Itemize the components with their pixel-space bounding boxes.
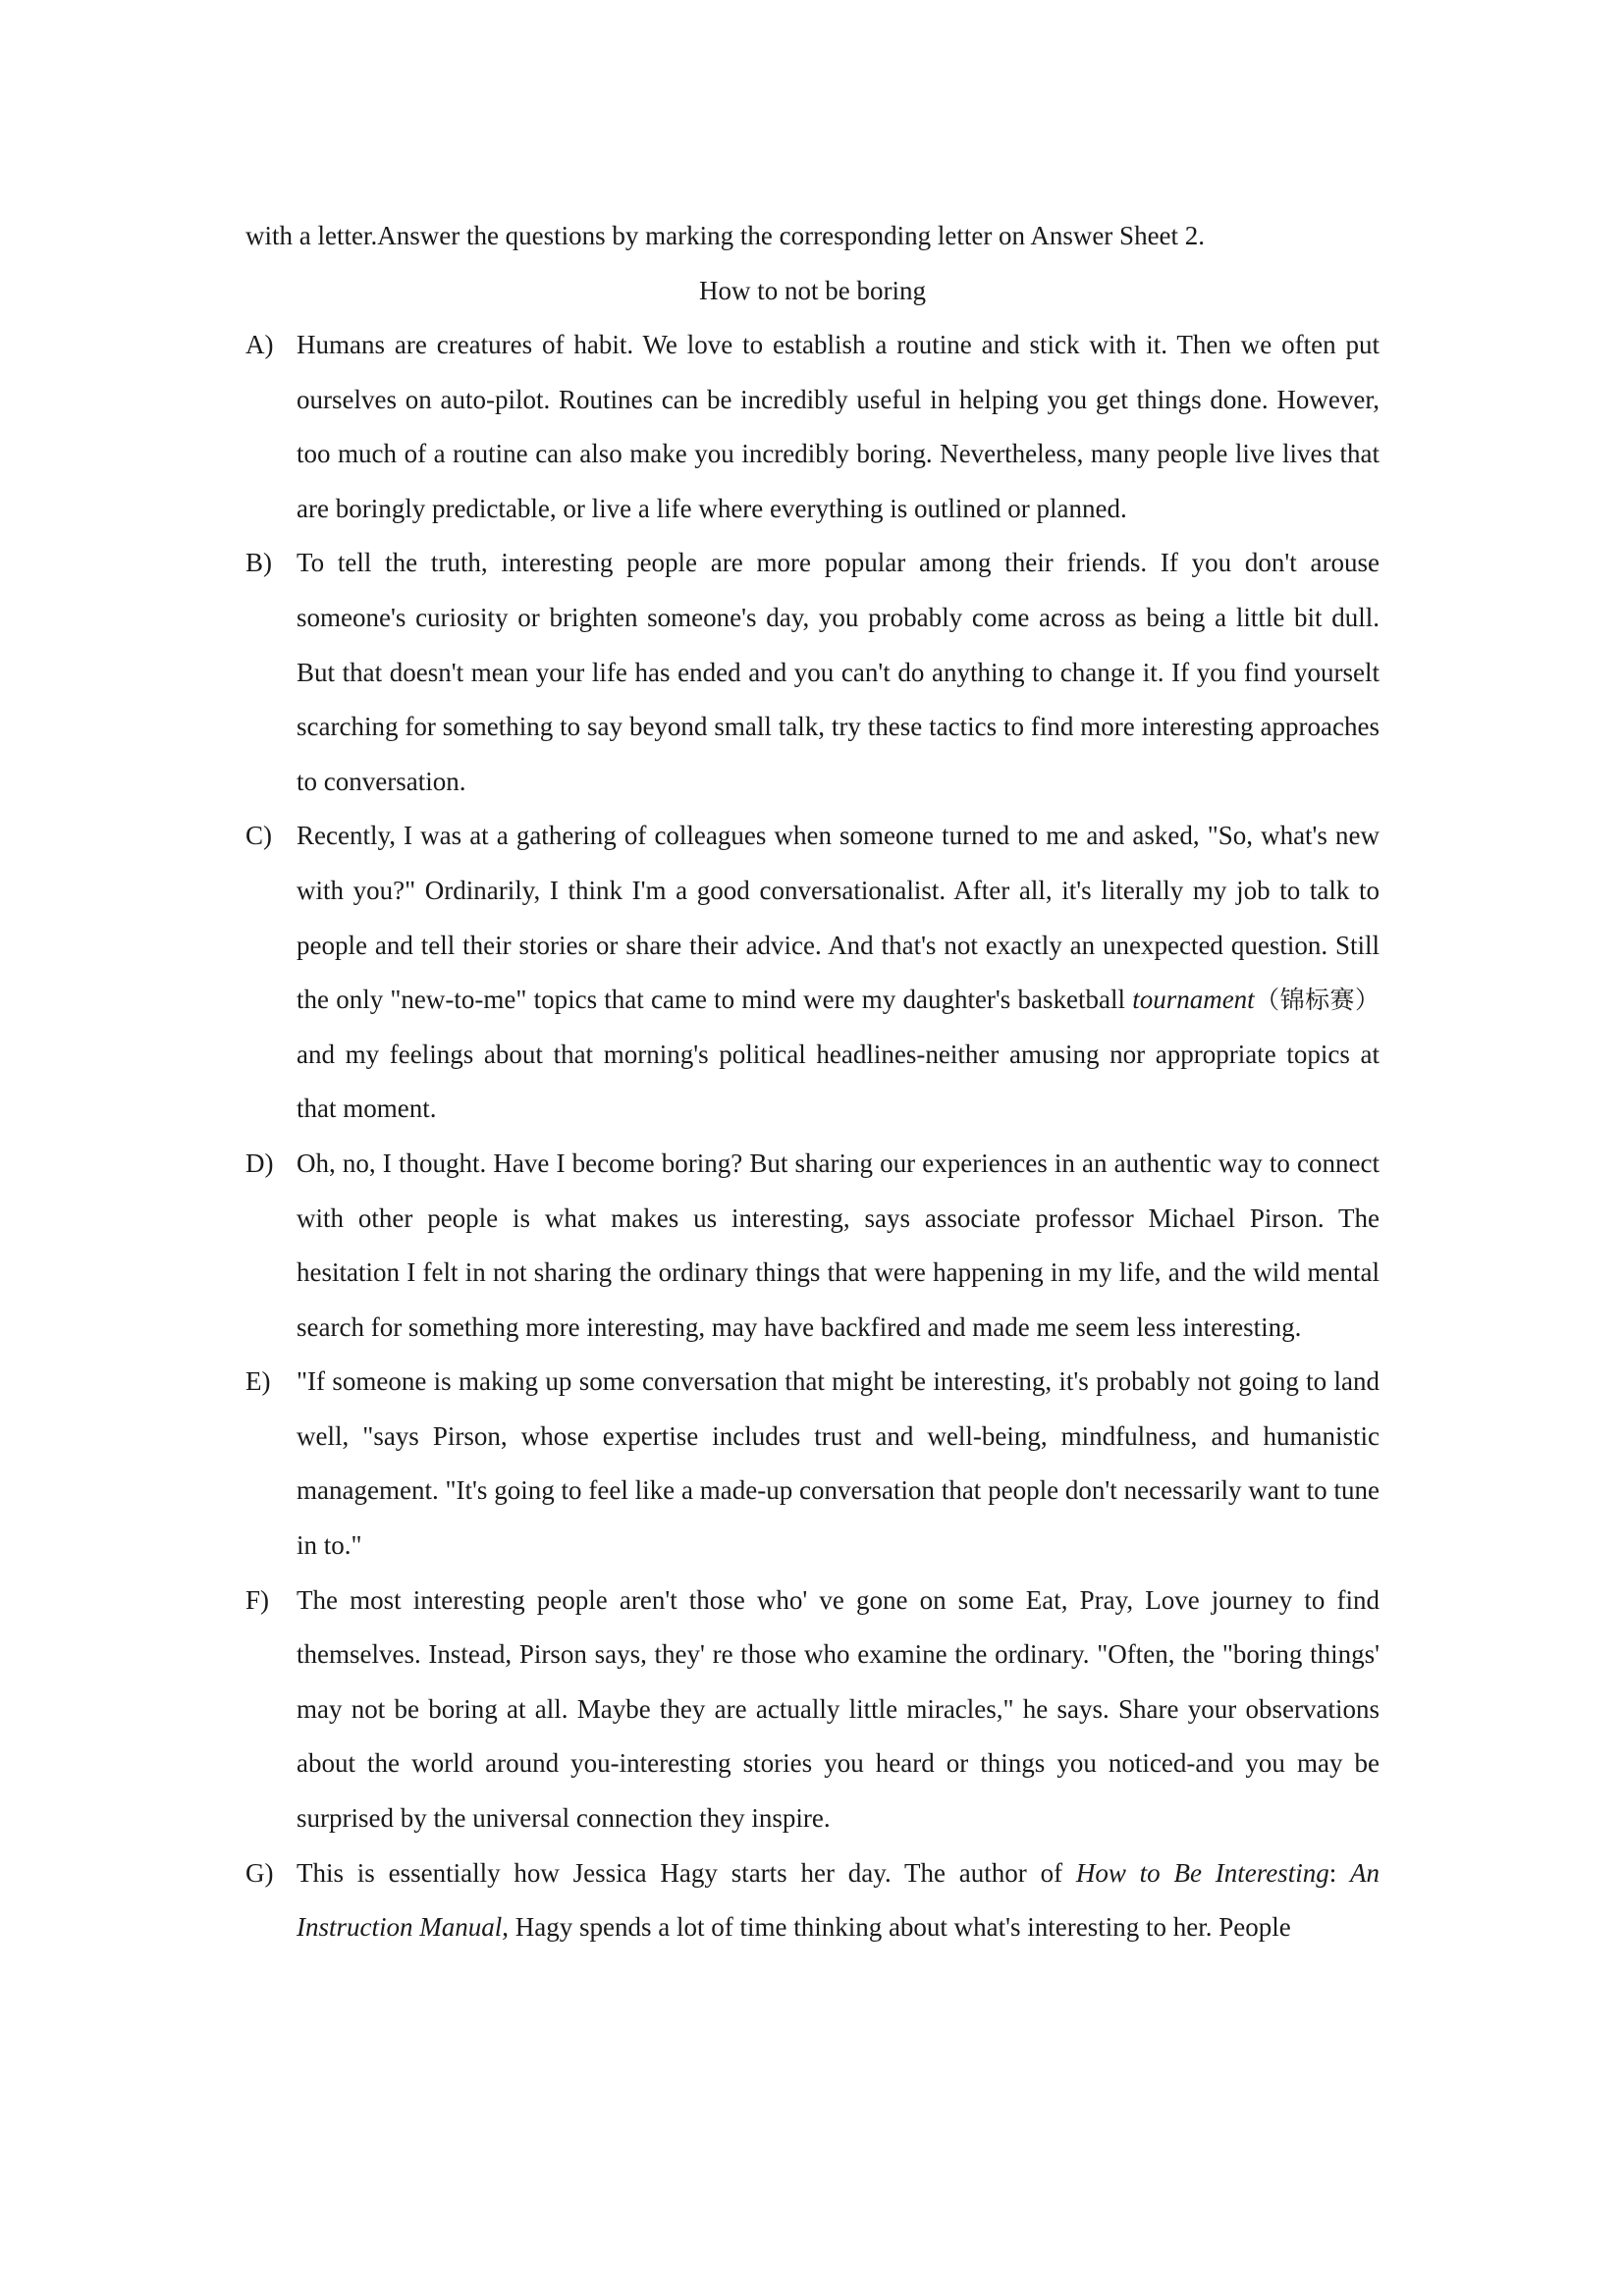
paragraph-letter: E) [245,1366,271,1397]
paragraph-letter: G) [245,1857,274,1888]
paragraph-letter: C) [245,821,272,851]
paragraph-e [245,1355,1380,1573]
passage-title: How to not be boring [699,276,926,305]
paragraph-text-part: This is essentially how Jessica Hagy starts her day. The author of [297,1857,1076,1888]
paragraph-a [245,318,1380,536]
paragraph-g [245,1846,1380,1955]
chinese-gloss: （锦标赛） [1254,986,1380,1015]
paragraph-letter: B) [245,548,272,578]
book-subtitle-italic: An Instruction Manual [297,1857,1380,1943]
italic-term: tournament [1132,985,1255,1015]
paragraph-text-part: Recently, I was at a gathering of colleagues when someone turned to me and asked, "So, what's new with you?" Ordinarily, I think I'm a good conversationalist. After all, it's literally my job to talk to people and tell their stories or share their advice. And that's not exactly an unexpected question. Still the only "new-to-me" topics that came to mind were my daughter's basketball [297,821,1380,1015]
paragraph-b [245,536,1380,809]
paragraph-letter: D) [245,1148,274,1178]
instructions-text: with a letter.Answer the questions by marking the corresponding letter on Answer Sheet 2. [245,221,1206,250]
paragraph-f [245,1574,1380,1846]
paragraph-text-part: and my feelings about that morning's political headlines-neither amusing nor appropriate topics at that moment. [297,1039,1380,1124]
document-page [245,208,1380,1955]
paragraph-text: Oh, no, I thought. Have I become boring? But sharing our experiences in an authentic way to connect with other people is what makes us interesting, says associate professor Michael Pirson. The hesitation I felt in not sharing the ordinary things that were happening in my life, and the wild mental search for something more interesting, may have backfired and made me seem less interesting. [297,1148,1380,1342]
paragraph-c [245,809,1380,1137]
paragraph-text [297,809,1380,1137]
paragraph-text: Humans are creatures of habit. We love to establish a routine and stick with it. Then we often put ourselves on auto-pilot. Routines can be incredibly useful in helping you get things done. However, too much of a routine can also make you incredibly boring. Nevertheless, many people live lives that are boringly predictable, or live a life where everything is outlined or planned. [297,330,1380,523]
paragraph-d [245,1137,1380,1355]
paragraph-text-part: , Hagy spends a lot of time thinking about what's interesting to her. People [502,1912,1291,1943]
book-title-italic: How to Be Interesting [1075,1857,1329,1888]
paragraph-text [297,1846,1380,1955]
paragraph-text: To tell the truth, interesting people are more popular among their friends. If you don't arouse someone's curiosity or brighten someone's day, you probably come across as being a little bit dull. But that doesn't mean your life has ended and you can't do anything to change it. If you find yourselt scarching for something to say beyond small talk, try these tactics to find more interesting approaches to conversation. [297,548,1380,796]
paragraph-letter: F) [245,1584,270,1615]
paragraph-text: "If someone is making up some conversation that might be interesting, it's probably not going to land well, "says Pirson, whose expertise includes trust and well-being, mindfulness, and humanistic management. "It's going to feel like a made-up conversation that people don't necessarily want to tune in to." [297,1366,1380,1561]
title-separator: : [1328,1857,1350,1888]
paragraph-letter: A) [245,330,274,359]
paragraph-text: The most interesting people aren't those who' ve gone on some Eat, Pray, Love journey to find themselves. Instead, Pirson says, they' re those who examine the ordinary. "Often, the "boring things' may not be boring at all. Maybe they are actually little miracles," he says. Share your observations about the world around you-interesting stories you heard or things you noticed-and you may be surprised by the universal connection they inspire. [297,1584,1380,1834]
